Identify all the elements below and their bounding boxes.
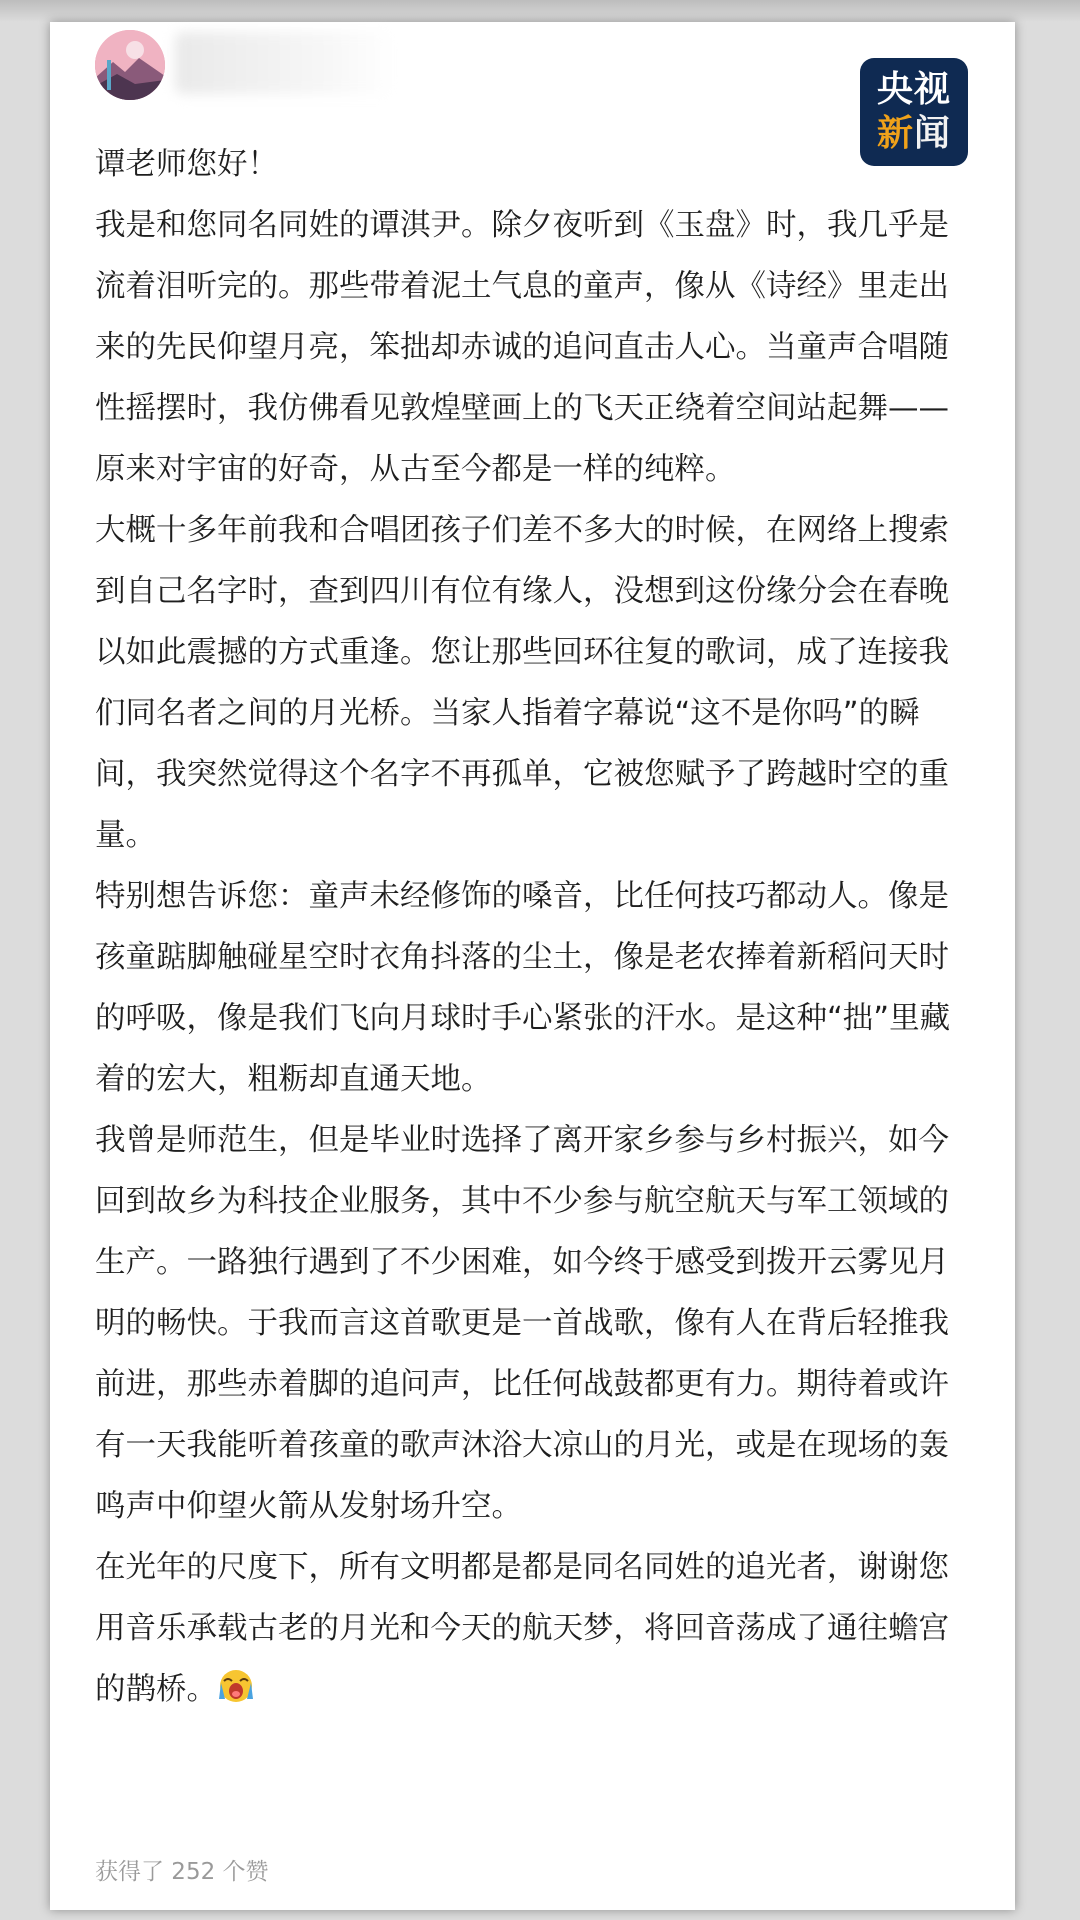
paragraph-5: 在光年的尺度下，所有文明都是都是同名同姓的追光者，谢谢您用音乐承载古老的月光和今天的航天梦，将回音荡成了通往蟾宫的鹊桥。 xyxy=(95,1550,949,1707)
paragraph-3: 特别想告诉您：童声未经修饰的嗓音，比任何技巧都动人。像是孩童踮脚触碰星空时衣角抖落的尘土，像是老农捧着新稻问天时的呼吸，像是我们飞向月球时手心紧张的汗水。是这种“拙”里藏着的宏大，粗粝却直通天地。 xyxy=(95,879,951,1097)
logo-line-1: 央视 xyxy=(876,69,951,110)
top-edge-shadow xyxy=(0,0,1080,22)
avatar[interactable] xyxy=(95,30,165,100)
post-card xyxy=(50,22,1015,1910)
paragraph-5-wrap xyxy=(95,1537,965,1720)
logo-char-wen: 闻 xyxy=(914,113,952,154)
avatar-image xyxy=(95,30,165,100)
crying-emoji-icon xyxy=(217,1665,255,1703)
paragraph-2: 大概十多年前我和合唱团孩子们差不多大的时候，在网络上搜索到自己名字时，查到四川有位有缘人，没想到这份缘分会在春晚以如此震撼的方式重逢。您让那些回环往复的歌词，成了连接我们同名者之间的月光桥。当家人指着字幕说“这不是你吗”的瞬间，我突然觉得这个名字不再孤单，它被您赋予了跨越时空的重量。 xyxy=(95,513,949,853)
paragraph-1: 我是和您同名同姓的谭淇尹。除夕夜听到《玉盘》时，我几乎是流着泪听完的。那些带着泥土气息的童声，像从《诗经》里走出来的先民仰望月亮，笨拙却赤诚的追问直击人心。当童声合唱随性摇摆时，我仿佛看见敦煌壁画上的飞天正绕着空间站起舞——原来对宇宙的好奇，从古至今都是一样的纯粹。 xyxy=(95,208,949,487)
blurred-username xyxy=(175,32,395,94)
paragraph-4: 我曾是师范生，但是毕业时选择了离开家乡参与乡村振兴，如今回到故乡为科技企业服务，其中不少参与航空航天与军工领域的生产。一路独行遇到了不少困难，如今终于感受到拨开云雾见月明的畅快。于我而言这首歌更是一首战歌，像有人在背后轻推我前进，那些赤着脚的追问声，比任何战鼓都更有力。期待着或许有一天我能听着孩童的歌声沐浴大凉山的月光，或是在现场的轰鸣声中仰望火箭从发射场升空。 xyxy=(95,1123,949,1524)
logo-char-xin: 新 xyxy=(876,113,914,154)
paragraph-greeting: 谭老师您好！ xyxy=(95,147,278,182)
post-body xyxy=(95,134,965,1720)
like-count: 获得了 252 个赞 xyxy=(95,1859,269,1885)
